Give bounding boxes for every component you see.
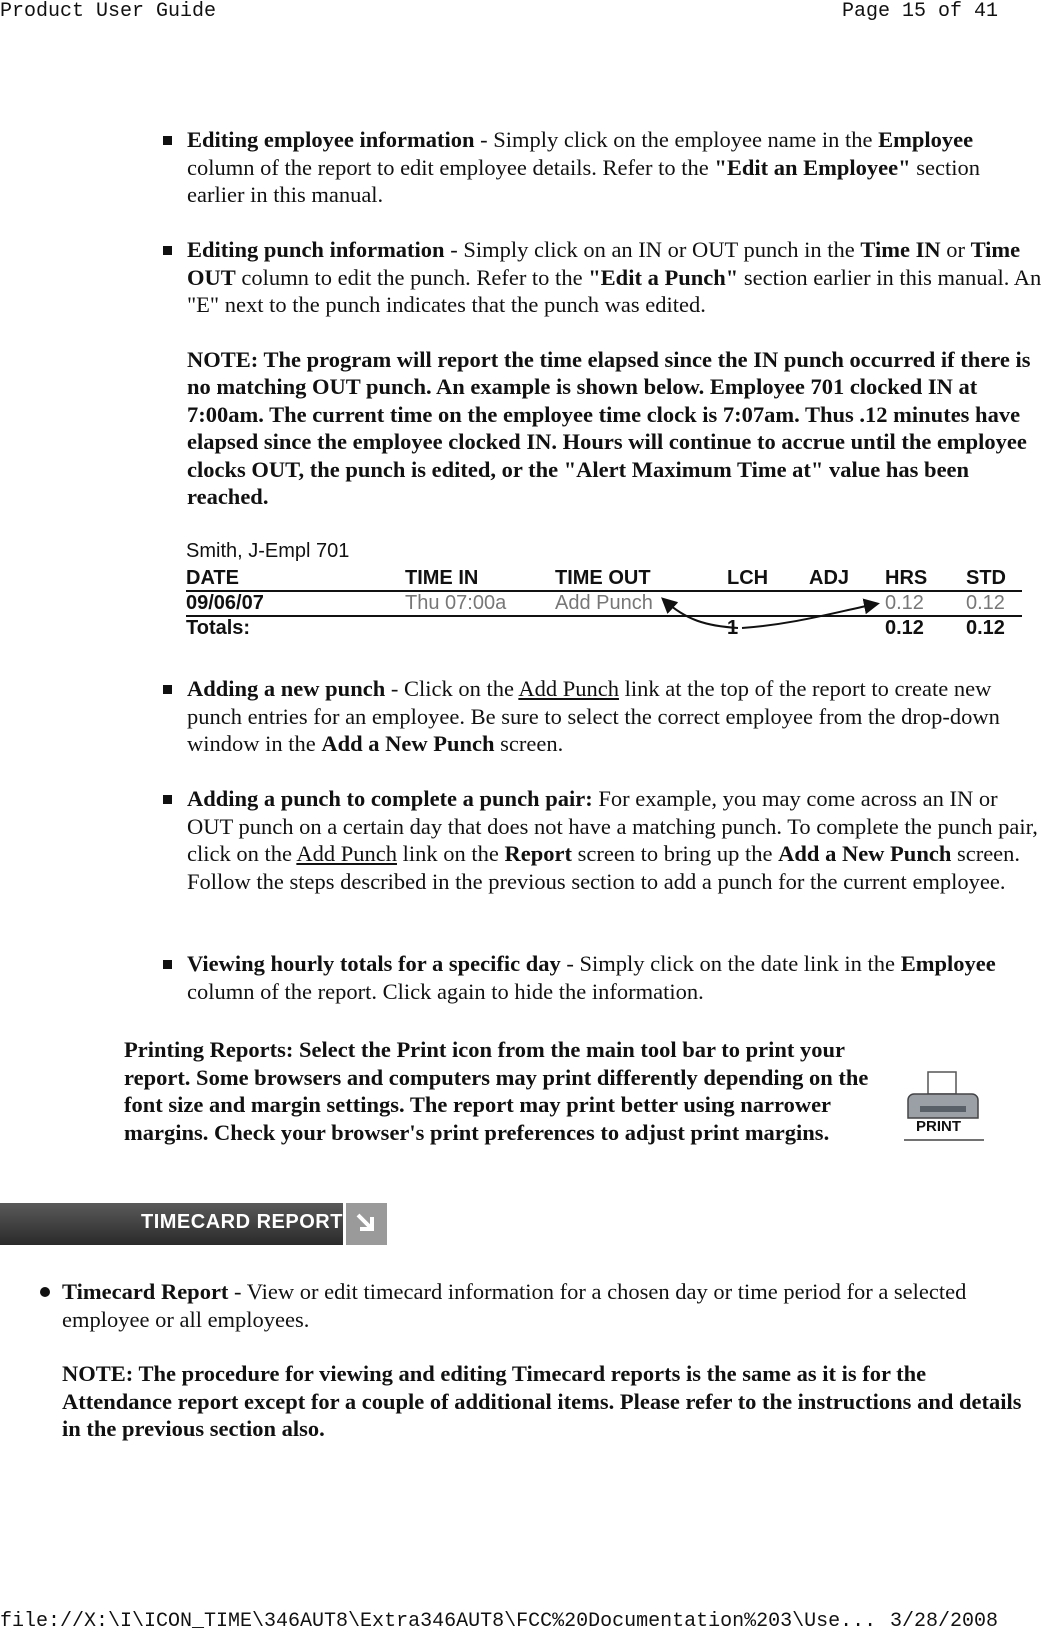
banner-arrow-icon[interactable]	[346, 1203, 387, 1245]
bullet-title: Timecard Report	[62, 1279, 229, 1304]
bullet-text: or	[940, 237, 971, 262]
bullet-text: - Simply click on an IN or OUT punch in the	[444, 237, 861, 262]
timecard-report-banner	[0, 1203, 343, 1245]
bullet-text: screen. Follow the steps described in the previous section to add a punch for the current employee.	[187, 841, 1021, 894]
bullet-text: For example, you may come across an IN or OUT punch on a certain day that does not have a matching punch. To complete the punch pair, click on the	[187, 786, 1038, 866]
footer-date: 3/28/2008	[889, 1610, 998, 1633]
bullet-circle-icon	[40, 1287, 50, 1297]
note-timecard: NOTE: The procedure for viewing and editing Timecard reports is the same as it is for the Attendance report except for a couple of additional items. Please refer to the instructions and details in the previous section also.	[62, 1361, 1022, 1441]
bullet-title: Editing employee information	[187, 127, 475, 152]
bullet-text: screen to bring up the	[571, 841, 779, 866]
row-date-link[interactable]: 09/06/07	[186, 592, 264, 614]
header-title: Product User Guide	[0, 0, 217, 23]
bullet-text: column of the report to edit employee details. Refer to the	[187, 154, 715, 180]
bullet-bold: Employee	[900, 951, 996, 976]
bullet-add-punch	[187, 675, 1043, 758]
bullet-title: Viewing hourly totals for a specific day	[187, 951, 561, 976]
row-hrs: 0.12	[885, 592, 924, 614]
bullet-hourly-totals	[187, 950, 1043, 1005]
bullet-text: - Click on the	[385, 676, 519, 701]
bullet-text: link at the top of the report to create new punch entries for an employee. Be sure to select the correct employee from the drop-down window in the	[187, 676, 1000, 756]
bullet-text: section earlier in this manual. An "E" next to the punch indicates that the punch was edited.	[187, 264, 1042, 317]
bullet-bold: Employee	[878, 127, 974, 152]
bullet-bold: "Edit an Employee"	[714, 154, 911, 180]
bullet-square-icon	[163, 795, 172, 804]
print-icon[interactable]	[902, 1070, 986, 1142]
bullet-edit-punch	[187, 236, 1043, 511]
col-header-time-out: TIME OUT	[555, 567, 651, 589]
employee-name: Smith, J-Empl 701	[186, 540, 350, 562]
row-add-punch[interactable]: Add Punch	[555, 592, 653, 614]
col-header-time-in: TIME IN	[405, 567, 479, 589]
bullet-text: section earlier in this manual.	[187, 154, 980, 207]
bullet-edit-employee	[187, 126, 1043, 209]
bullet-square-icon	[163, 136, 172, 145]
bullet-bold: Add a New Punch	[778, 841, 952, 866]
bullet-square-icon	[163, 960, 172, 969]
totals-lch: 1	[727, 617, 739, 639]
bullet-text: - View or edit timecard information for a chosen day or time period for a selected employee or all employees.	[62, 1279, 967, 1332]
totals-label: Totals:	[186, 617, 251, 639]
row-std: 0.12	[966, 592, 1005, 614]
col-header-std: STD	[966, 567, 1006, 589]
bullet-punch-pair	[187, 785, 1043, 895]
page-number: Page 15 of 41	[841, 0, 998, 23]
bullet-title: Editing punch information	[187, 237, 445, 262]
print-icon-label: PRINT	[916, 1118, 961, 1135]
bullet-bold: Add a New Punch	[321, 731, 495, 756]
add-punch-link[interactable]: Add Punch	[518, 676, 619, 701]
annotation-arrows	[186, 540, 1022, 642]
printing-reports-note: Printing Reports: Select the Print icon from the main tool bar to print your report. Some browsers and computers may print differently depending on the font size and margin settings. The report may print better using narrower margins. Check your browser's print preferences to adjust print margins.	[124, 1037, 869, 1145]
col-header-hrs: HRS	[885, 567, 928, 589]
example-report-table	[186, 540, 1022, 642]
note-elapsed-time: NOTE: The program will report the time elapsed since the IN punch occurred if there is no matching OUT punch. An example is shown below. Employee 701 clocked IN at 7:00am. The current time on the employee time clock is 7:07am. Thus .12 minutes have elapsed since the employee clocked IN. Hours will continue to accrue until the employee clocks OUT, the punch is edited, or the "Alert Maximum Time at" value has been reached.	[187, 346, 1031, 509]
bullet-text: - Simply click on the date link in the	[560, 951, 901, 976]
col-header-lch: LCH	[727, 567, 769, 589]
bullet-text: screen.	[494, 731, 564, 756]
banner-label: TIMECARD REPORT	[141, 1211, 343, 1233]
bullet-bold: Time IN	[860, 237, 941, 262]
bullet-title: Adding a punch to complete a punch pair:	[187, 786, 593, 811]
bullet-text: - Simply click on the employee name in the	[474, 127, 879, 152]
bullet-title: Adding a new punch	[187, 676, 386, 701]
bullet-text: column to edit the punch. Refer to the	[235, 264, 589, 290]
col-header-date: DATE	[186, 567, 239, 589]
col-header-adj: ADJ	[809, 567, 850, 589]
bullet-square-icon	[163, 685, 172, 694]
totals-hrs: 0.12	[885, 617, 924, 639]
bullet-square-icon	[163, 246, 172, 255]
bullet-bold: "Edit a Punch"	[588, 264, 739, 290]
bullet-timecard-report	[62, 1278, 1032, 1443]
bullet-bold: Time OUT	[187, 237, 1021, 290]
totals-std: 0.12	[966, 617, 1005, 639]
bullet-text: link on the	[396, 841, 505, 866]
footer-path: file://X:\I\ICON_TIME\346AUT8\Extra346AUT8\FCC%20Documentation%203\Use...	[0, 1610, 877, 1633]
bullet-bold: Report	[504, 841, 572, 866]
row-time-in[interactable]: Thu 07:00a	[405, 592, 507, 614]
add-punch-link[interactable]: Add Punch	[296, 841, 397, 866]
bullet-text: column of the report. Click again to hide the information.	[187, 978, 704, 1004]
